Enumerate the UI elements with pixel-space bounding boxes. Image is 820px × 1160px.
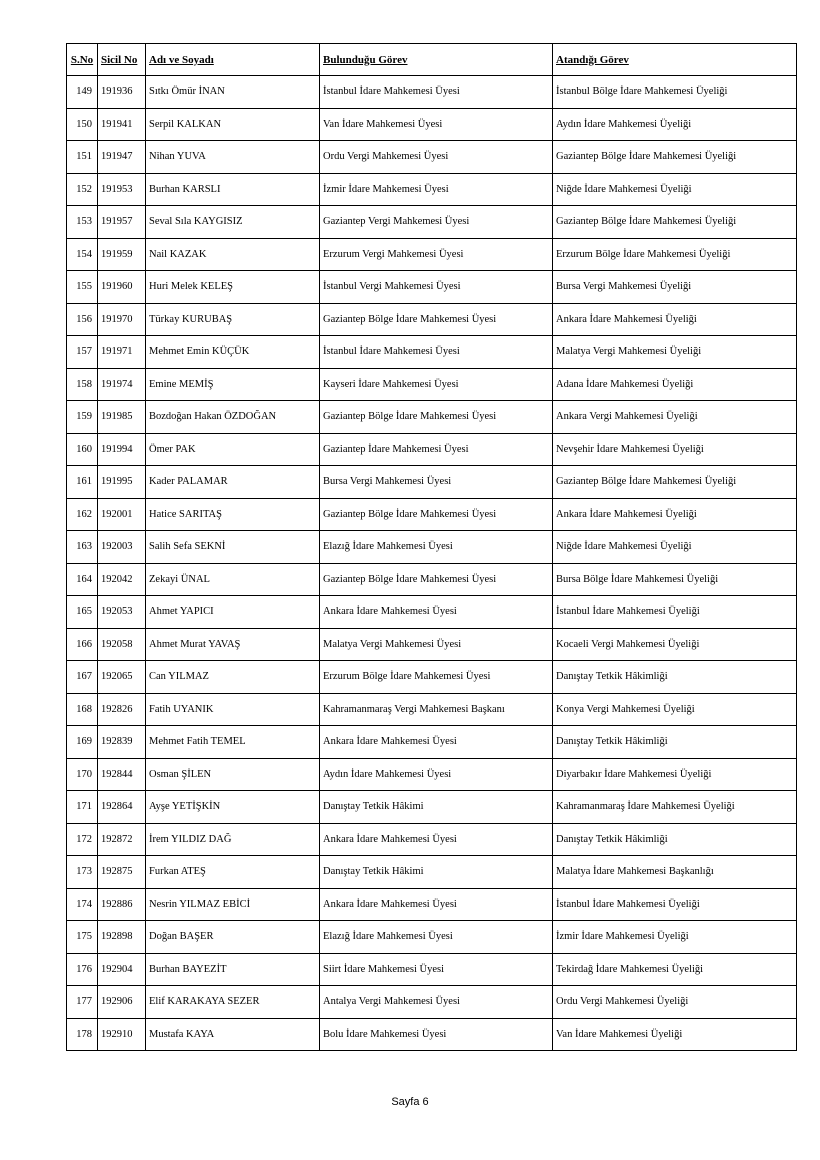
table-row: [67, 921, 797, 954]
table-row: [67, 173, 797, 206]
cell-current-position: Gaziantep İdare Mahkemesi Üyesi: [320, 433, 553, 466]
cell-name: Nesrin YILMAZ EBİCİ: [146, 888, 320, 921]
cell-sno: 161: [67, 466, 98, 499]
cell-assigned-position: Malatya Vergi Mahkemesi Üyeliği: [553, 336, 797, 369]
cell-current-position: İstanbul İdare Mahkemesi Üyesi: [320, 336, 553, 369]
cell-name: Burhan KARSLI: [146, 173, 320, 206]
cell-name: Mehmet Fatih TEMEL: [146, 726, 320, 759]
cell-current-position: Malatya Vergi Mahkemesi Üyesi: [320, 628, 553, 661]
cell-assigned-position: Malatya İdare Mahkemesi Başkanlığı: [553, 856, 797, 889]
cell-current-position: Ankara İdare Mahkemesi Üyesi: [320, 888, 553, 921]
cell-assigned-position: Niğde İdare Mahkemesi Üyeliği: [553, 173, 797, 206]
cell-name: Ömer PAK: [146, 433, 320, 466]
assignment-table: [66, 43, 797, 1051]
cell-current-position: Danıştay Tetkik Hâkimi: [320, 856, 553, 889]
cell-current-position: Gaziantep Bölge İdare Mahkemesi Üyesi: [320, 563, 553, 596]
cell-sicil: 192042: [98, 563, 146, 596]
table-row: [67, 726, 797, 759]
table-row: [67, 1018, 797, 1051]
cell-assigned-position: İstanbul Bölge İdare Mahkemesi Üyeliği: [553, 76, 797, 109]
cell-name: İrem YILDIZ DAĞ: [146, 823, 320, 856]
cell-sno: 172: [67, 823, 98, 856]
table-row: [67, 401, 797, 434]
cell-sicil: 191970: [98, 303, 146, 336]
header-sicil: Sicil No: [98, 44, 146, 76]
cell-current-position: Antalya Vergi Mahkemesi Üyesi: [320, 986, 553, 1019]
table-row: [67, 271, 797, 304]
cell-sno: 167: [67, 661, 98, 694]
cell-assigned-position: Bursa Vergi Mahkemesi Üyeliği: [553, 271, 797, 304]
cell-sicil: 191936: [98, 76, 146, 109]
cell-name: Hatice SARITAŞ: [146, 498, 320, 531]
table-header-row: [67, 44, 797, 76]
cell-sicil: 192886: [98, 888, 146, 921]
cell-sicil: 192875: [98, 856, 146, 889]
cell-current-position: Aydın İdare Mahkemesi Üyesi: [320, 758, 553, 791]
cell-sicil: 192844: [98, 758, 146, 791]
cell-sicil: 192864: [98, 791, 146, 824]
table-row: [67, 693, 797, 726]
cell-name: Serpil KALKAN: [146, 108, 320, 141]
cell-assigned-position: Danıştay Tetkik Hâkimliği: [553, 726, 797, 759]
cell-sicil: 192839: [98, 726, 146, 759]
cell-sno: 159: [67, 401, 98, 434]
cell-current-position: Siirt İdare Mahkemesi Üyesi: [320, 953, 553, 986]
cell-sicil: 192003: [98, 531, 146, 564]
cell-assigned-position: İstanbul İdare Mahkemesi Üyeliği: [553, 888, 797, 921]
cell-current-position: Ankara İdare Mahkemesi Üyesi: [320, 823, 553, 856]
cell-sicil: 192906: [98, 986, 146, 1019]
table-body: [67, 76, 797, 1051]
cell-current-position: Gaziantep Bölge İdare Mahkemesi Üyesi: [320, 401, 553, 434]
cell-name: Türkay KURUBAŞ: [146, 303, 320, 336]
cell-name: Nihan YUVA: [146, 141, 320, 174]
cell-sicil: 191994: [98, 433, 146, 466]
table-row: [67, 888, 797, 921]
table-row: [67, 303, 797, 336]
cell-current-position: İstanbul Vergi Mahkemesi Üyesi: [320, 271, 553, 304]
cell-sicil: 192898: [98, 921, 146, 954]
cell-current-position: İzmir İdare Mahkemesi Üyesi: [320, 173, 553, 206]
table-row: [67, 76, 797, 109]
cell-sno: 155: [67, 271, 98, 304]
table-row: [67, 531, 797, 564]
cell-sno: 173: [67, 856, 98, 889]
header-name: Adı ve Soyadı: [146, 44, 320, 76]
cell-assigned-position: Kahramanmaraş İdare Mahkemesi Üyeliği: [553, 791, 797, 824]
cell-name: Ahmet YAPICI: [146, 596, 320, 629]
cell-assigned-position: Van İdare Mahkemesi Üyeliği: [553, 1018, 797, 1051]
cell-assigned-position: Bursa Bölge İdare Mahkemesi Üyeliği: [553, 563, 797, 596]
table-row: [67, 628, 797, 661]
table-row: [67, 206, 797, 239]
cell-current-position: Ankara İdare Mahkemesi Üyesi: [320, 596, 553, 629]
cell-sno: 160: [67, 433, 98, 466]
cell-sicil: 192826: [98, 693, 146, 726]
cell-name: Burhan BAYEZİT: [146, 953, 320, 986]
cell-sicil: 191947: [98, 141, 146, 174]
cell-sno: 165: [67, 596, 98, 629]
cell-sno: 153: [67, 206, 98, 239]
cell-sicil: 192904: [98, 953, 146, 986]
table-row: [67, 986, 797, 1019]
cell-name: Nail KAZAK: [146, 238, 320, 271]
cell-sno: 163: [67, 531, 98, 564]
cell-name: Emine MEMİŞ: [146, 368, 320, 401]
cell-current-position: Erzurum Vergi Mahkemesi Üyesi: [320, 238, 553, 271]
table-row: [67, 498, 797, 531]
cell-assigned-position: Gaziantep Bölge İdare Mahkemesi Üyeliği: [553, 466, 797, 499]
cell-sicil: 191953: [98, 173, 146, 206]
cell-name: Furkan ATEŞ: [146, 856, 320, 889]
table-row: [67, 368, 797, 401]
table-row: [67, 466, 797, 499]
header-sno: S.No: [67, 44, 98, 76]
cell-name: Ahmet Murat YAVAŞ: [146, 628, 320, 661]
cell-name: Mustafa KAYA: [146, 1018, 320, 1051]
cell-name: Mehmet Emin KÜÇÜK: [146, 336, 320, 369]
cell-assigned-position: Erzurum Bölge İdare Mahkemesi Üyeliği: [553, 238, 797, 271]
cell-name: Fatih UYANIK: [146, 693, 320, 726]
cell-current-position: Bursa Vergi Mahkemesi Üyesi: [320, 466, 553, 499]
cell-current-position: Elazığ İdare Mahkemesi Üyesi: [320, 921, 553, 954]
header-assigned-position: Atandığı Görev: [553, 44, 797, 76]
cell-sicil: 191959: [98, 238, 146, 271]
table-row: [67, 433, 797, 466]
table-row: [67, 823, 797, 856]
cell-sno: 149: [67, 76, 98, 109]
table-row: [67, 336, 797, 369]
cell-current-position: Ordu Vergi Mahkemesi Üyesi: [320, 141, 553, 174]
cell-sno: 168: [67, 693, 98, 726]
cell-sno: 150: [67, 108, 98, 141]
cell-sno: 175: [67, 921, 98, 954]
table-row: [67, 563, 797, 596]
cell-name: Huri Melek KELEŞ: [146, 271, 320, 304]
cell-current-position: İstanbul İdare Mahkemesi Üyesi: [320, 76, 553, 109]
header-current-position: Bulunduğu Görev: [320, 44, 553, 76]
cell-assigned-position: Ankara İdare Mahkemesi Üyeliği: [553, 498, 797, 531]
cell-sno: 169: [67, 726, 98, 759]
cell-assigned-position: Nevşehir İdare Mahkemesi Üyeliği: [553, 433, 797, 466]
table-row: [67, 791, 797, 824]
cell-sno: 162: [67, 498, 98, 531]
cell-name: Salih Sefa SEKNİ: [146, 531, 320, 564]
cell-sno: 178: [67, 1018, 98, 1051]
cell-assigned-position: Danıştay Tetkik Hâkimliği: [553, 661, 797, 694]
cell-name: Sıtkı Ömür İNAN: [146, 76, 320, 109]
page-number: Sayfa 6: [391, 1096, 429, 1108]
cell-name: Seval Sıla KAYGISIZ: [146, 206, 320, 239]
table-row: [67, 856, 797, 889]
cell-name: Elif KARAKAYA SEZER: [146, 986, 320, 1019]
cell-sicil: 191957: [98, 206, 146, 239]
table-row: [67, 596, 797, 629]
cell-current-position: Gaziantep Bölge İdare Mahkemesi Üyesi: [320, 303, 553, 336]
cell-current-position: Danıştay Tetkik Hâkimi: [320, 791, 553, 824]
cell-sno: 164: [67, 563, 98, 596]
cell-assigned-position: Ankara Vergi Mahkemesi Üyeliği: [553, 401, 797, 434]
cell-name: Osman ŞİLEN: [146, 758, 320, 791]
cell-sno: 152: [67, 173, 98, 206]
cell-assigned-position: Adana İdare Mahkemesi Üyeliği: [553, 368, 797, 401]
cell-assigned-position: İstanbul İdare Mahkemesi Üyeliği: [553, 596, 797, 629]
cell-sno: 171: [67, 791, 98, 824]
cell-name: Bozdoğan Hakan ÖZDOĞAN: [146, 401, 320, 434]
cell-sno: 154: [67, 238, 98, 271]
cell-sno: 174: [67, 888, 98, 921]
cell-name: Ayşe YETİŞKİN: [146, 791, 320, 824]
cell-current-position: Van İdare Mahkemesi Üyesi: [320, 108, 553, 141]
cell-assigned-position: Danıştay Tetkik Hâkimliği: [553, 823, 797, 856]
cell-sno: 156: [67, 303, 98, 336]
cell-current-position: Bolu İdare Mahkemesi Üyesi: [320, 1018, 553, 1051]
cell-sno: 177: [67, 986, 98, 1019]
cell-assigned-position: Tekirdağ İdare Mahkemesi Üyeliği: [553, 953, 797, 986]
cell-assigned-position: Ordu Vergi Mahkemesi Üyeliği: [553, 986, 797, 1019]
cell-sicil: 192065: [98, 661, 146, 694]
cell-sicil: 191974: [98, 368, 146, 401]
table-row: [67, 661, 797, 694]
cell-name: Zekayi ÜNAL: [146, 563, 320, 596]
cell-sicil: 191985: [98, 401, 146, 434]
table-row: [67, 141, 797, 174]
cell-current-position: Ankara İdare Mahkemesi Üyesi: [320, 726, 553, 759]
cell-sno: 151: [67, 141, 98, 174]
cell-current-position: Elazığ İdare Mahkemesi Üyesi: [320, 531, 553, 564]
cell-assigned-position: Gaziantep Bölge İdare Mahkemesi Üyeliği: [553, 206, 797, 239]
cell-sicil: 192872: [98, 823, 146, 856]
cell-current-position: Kahramanmaraş Vergi Mahkemesi Başkanı: [320, 693, 553, 726]
cell-current-position: Kayseri İdare Mahkemesi Üyesi: [320, 368, 553, 401]
cell-assigned-position: Kocaeli Vergi Mahkemesi Üyeliği: [553, 628, 797, 661]
cell-sicil: 191960: [98, 271, 146, 304]
cell-assigned-position: Niğde İdare Mahkemesi Üyeliği: [553, 531, 797, 564]
table-row: [67, 238, 797, 271]
cell-sicil: 191971: [98, 336, 146, 369]
cell-sno: 170: [67, 758, 98, 791]
table-row: [67, 758, 797, 791]
cell-sicil: 192001: [98, 498, 146, 531]
cell-sno: 166: [67, 628, 98, 661]
cell-sicil: 192053: [98, 596, 146, 629]
cell-current-position: Erzurum Bölge İdare Mahkemesi Üyesi: [320, 661, 553, 694]
cell-current-position: Gaziantep Bölge İdare Mahkemesi Üyesi: [320, 498, 553, 531]
cell-sicil: 192910: [98, 1018, 146, 1051]
cell-assigned-position: Konya Vergi Mahkemesi Üyeliği: [553, 693, 797, 726]
cell-name: Doğan BAŞER: [146, 921, 320, 954]
cell-assigned-position: İzmir İdare Mahkemesi Üyeliği: [553, 921, 797, 954]
cell-sno: 176: [67, 953, 98, 986]
cell-sno: 157: [67, 336, 98, 369]
cell-assigned-position: Aydın İdare Mahkemesi Üyeliği: [553, 108, 797, 141]
table-row: [67, 953, 797, 986]
cell-sicil: 191995: [98, 466, 146, 499]
cell-sicil: 191941: [98, 108, 146, 141]
cell-sicil: 192058: [98, 628, 146, 661]
cell-current-position: Gaziantep Vergi Mahkemesi Üyesi: [320, 206, 553, 239]
cell-assigned-position: Ankara İdare Mahkemesi Üyeliği: [553, 303, 797, 336]
cell-name: Can YILMAZ: [146, 661, 320, 694]
cell-sno: 158: [67, 368, 98, 401]
cell-assigned-position: Diyarbakır İdare Mahkemesi Üyeliği: [553, 758, 797, 791]
table-row: [67, 108, 797, 141]
cell-assigned-position: Gaziantep Bölge İdare Mahkemesi Üyeliği: [553, 141, 797, 174]
cell-name: Kader PALAMAR: [146, 466, 320, 499]
